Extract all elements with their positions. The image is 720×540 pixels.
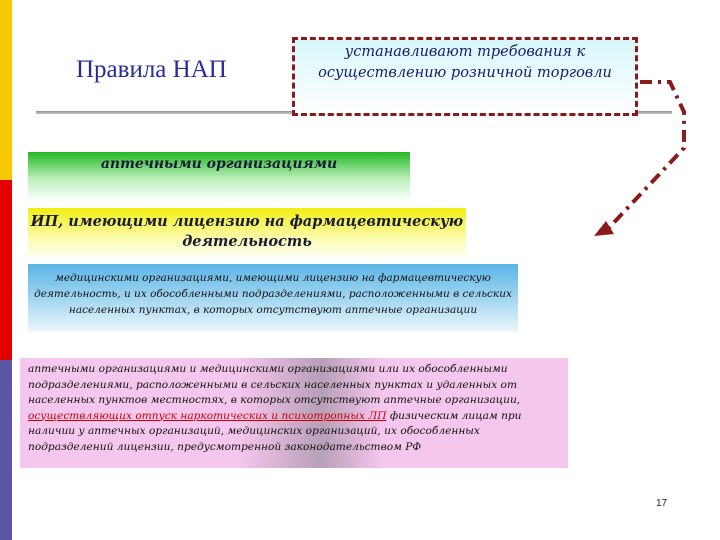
callout-text: устанавливают требования к осуществлению розничной торговли [318,44,612,81]
page-number: 17 [656,498,668,509]
box-narcotic-dispensing-text [28,362,564,455]
slide-title: Правила НАП [76,56,227,83]
box-medical-organizations [28,264,518,332]
box-pharmacy-organizations-text: аптечными организациями [100,156,338,172]
box-individual-entrepreneurs-text: ИП, имеющими лицензию на фармацевтическую деятельность [30,213,464,250]
narcotics-highlight-link: осуществляющих отпуск наркотических и психотропных ЛП [28,409,387,422]
box-narcotic-dispensing [20,358,568,468]
box-medical-organizations-text: медицинскими организациями, имеющими лицензию на фармацевтическую деятельность, и их обособленными подразделениями, расположенными в сельских населенных пунктах, в которых отсутствуют аптечные организации [34,272,512,316]
box-pharmacy-organizations [28,152,410,202]
bottom-text-before: аптечными организациями и медицинскими организациями или их обособленными подразделениями, расположенными в сельских населенных пунктах и удаленных от населенных пунктов местностях, в которых отсутствуют аптечные организации, [28,363,521,406]
bottom-text-after: физическим лицам при наличии у аптечных организаций, медицинских организаций, их обособленных подразделений лицензии, предусмотренной законодательством РФ [28,409,522,453]
box-individual-entrepreneurs [28,208,466,260]
